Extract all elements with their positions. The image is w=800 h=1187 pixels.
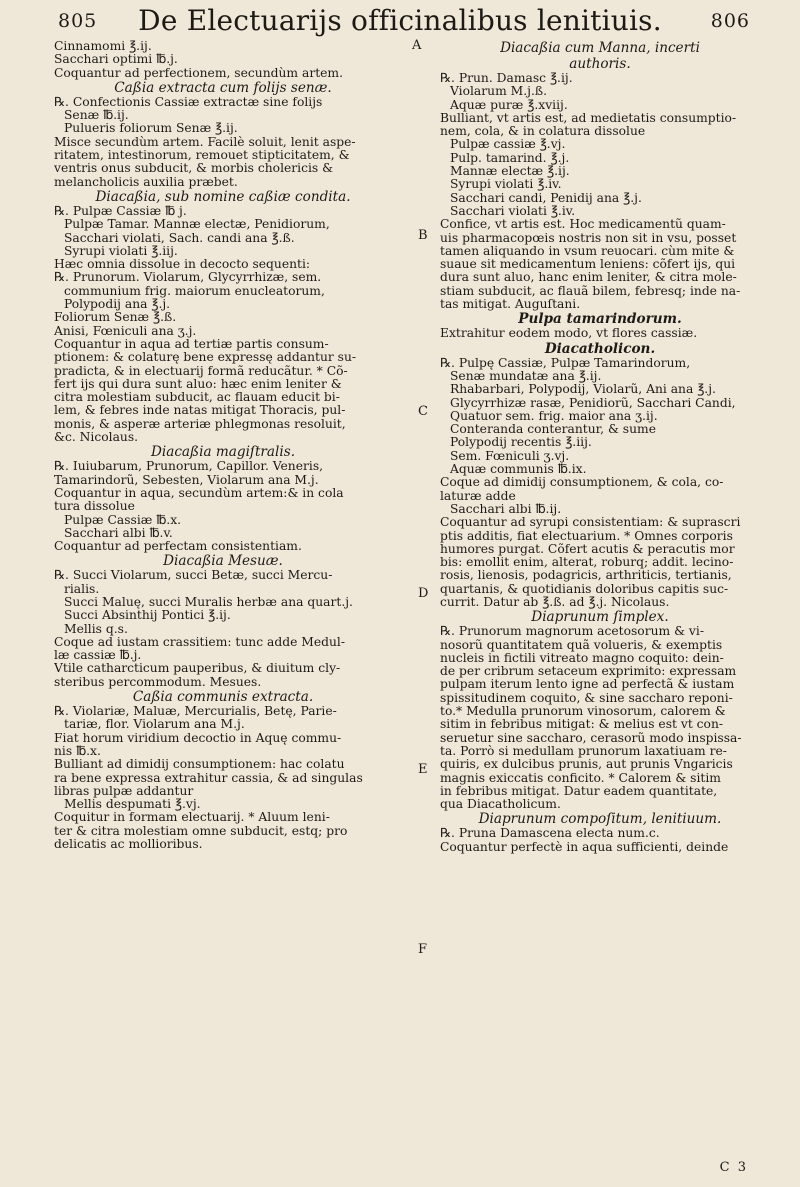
text-line: ℞. Iuiubarum, Prunorum, Capillor. Veneris, (54, 460, 324, 474)
text-line: Mannæ electæ ℥.ij. (450, 165, 570, 179)
text-line: Hæc omnia dissolue in decocto sequenti: (54, 258, 311, 272)
left-column (54, 40, 392, 851)
text-line: Vtile catharcticum pauperibus, & diuitum cly- (54, 662, 341, 676)
text-line: Coquitur in formam electuarij. * Aluum leni- (54, 811, 330, 825)
text-line: Coquantur perfectè in aqua sufficienti, deinde (440, 840, 729, 854)
text-line: quartanis, & quotidianis doloribus capitis suc- (440, 582, 729, 596)
text-line: Rhabarbari, Polypodij, Violarũ, Ani ana ℥.j. (450, 383, 716, 397)
recipe-heading: Pulpa tamarindorum. (518, 312, 682, 328)
recipe-heading: Diacaßia cum Manna, incerti (500, 41, 700, 56)
text-line: melancholicis auxilia præbet. (54, 175, 238, 189)
text-line: Senæ mundatæ ana ℥.ij. (450, 369, 602, 383)
text-line: tas mitigat. Auguſtani. (440, 298, 581, 312)
text-line: monis, & asperæ arteriæ phlegmonas resoluit, (54, 417, 346, 431)
text-line: Tamarindorũ, Sebesten, Violarum ana M.j. (54, 473, 319, 487)
text-line: Conteranda conterantur, & sume (450, 423, 656, 437)
text-line: rialis. (64, 582, 100, 596)
text-line: Glycyrrhizæ rasæ, Penidiorũ, Sacchari Candi, (450, 396, 736, 410)
text-line: Sacchari optimi ℔.j. (54, 53, 178, 67)
text-line: Polypodij ana ℥.j. (64, 298, 171, 312)
text-line: Succi Maluę, succi Muralis herbæ ana quart.j. (64, 595, 353, 609)
text-line: Mellis despumati ℥.vj. (64, 798, 201, 812)
text-line: fert ijs qui dura sunt aluo: hæc enim leniter & (54, 377, 342, 391)
text-line: lem, & febres inde natas mitigat Thoracis, pul- (54, 404, 346, 418)
text-line: Coquantur in aqua, secundùm artem:& in cola (54, 486, 344, 500)
recipe-heading: Caßia extracta cum folijs senæ. (114, 80, 332, 96)
text-line: ter & citra molestiam omne subducit, estq; pro (54, 824, 348, 838)
text-line: pulpam iterum lento igne ad perfectã & iustam (440, 678, 735, 692)
margin-letter-c: C (418, 404, 428, 419)
right-column (440, 40, 760, 854)
text-line: suaue sit medicamentum leniens: cõfert ijs, qui (440, 258, 736, 272)
text-line: ℞. Pruna Damascena electa num.c. (440, 827, 660, 841)
text-line: ℞. Pulpæ Cassiæ ℔ j. (54, 204, 187, 218)
text-line: ptionem: & colaturę bene expressę addantur su- (54, 351, 357, 365)
text-line: Polypodij recentis ℥.iij. (450, 436, 592, 450)
text-line: Sacchari violati, Sach. candi ana ℥.ß. (64, 231, 295, 245)
text-line: steribus percommodum. Mesues. (54, 675, 262, 689)
text-line: ptis additis, fiat electuarium. * Omnes corporis (440, 529, 733, 543)
text-line: ℞. Pulpę Cassiæ, Pulpæ Tamarindorum, (440, 356, 691, 370)
text-line: Sacchari albi ℔.ij. (450, 502, 562, 516)
text-line: Syrupi violati ℥.iij. (64, 244, 178, 258)
recipe-heading: authoris. (569, 57, 631, 72)
text-line: ℞. Violariæ, Maluæ, Mercurialis, Betę, Parie- (54, 705, 337, 719)
text-line: seruetur sine saccharo, cerasorũ modo inspissa- (440, 731, 742, 745)
text-line: Coquantur in aqua ad tertiæ partis consum- (54, 337, 329, 351)
text-line: Sacchari albi ℔.v. (64, 526, 173, 540)
text-line: Mellis q.s. (64, 622, 128, 636)
text-line: delicatis ac mollioribus. (54, 838, 203, 852)
text-line: ℞. Prun. Damasc ℥.ij. (440, 72, 573, 85)
text-line: Sacchari candi, Penidij ana ℥.j. (450, 191, 642, 205)
text-line: currit. Datur ab ℥.ß. ad ℥.j. Nicolaus. (440, 595, 670, 609)
text-line: sitim in febribus mitigat: & melius est vt con- (440, 718, 724, 732)
text-line: laturæ adde (440, 489, 516, 503)
text-line: &c. Nicolaus. (54, 431, 139, 445)
text-line: Bulliant, vt artis est, ad medietatis consumptio- (440, 111, 737, 125)
text-line: tariæ, flor. Violarum ana M.j. (64, 718, 245, 732)
text-line: qua Diacatholicum. (440, 798, 561, 812)
text-line: to.* Medulla prunorum vinosorum, calorem & (440, 705, 726, 719)
text-line: humores purgat. Cõfert acutis & peracutis mor (440, 542, 735, 556)
text-line: Pulueris foliorum Senæ ℥.ij. (64, 122, 238, 136)
margin-letter-d: D (418, 586, 429, 601)
text-line: uis pharmacopœis nostris non sit in vsu, posset (440, 231, 737, 245)
text-line: Coque ad dimidij consumptionem, & cola, co- (440, 476, 724, 490)
recipe-heading: Diaprunum compoſitum, lenitiuum. (478, 812, 722, 828)
recipe-heading: Diacatholicon. (544, 341, 656, 357)
page-number-right: 806 (710, 10, 750, 32)
text-line: ritatem, intestinorum, remouet stipticitatem, & (54, 149, 350, 163)
text-line: Sacchari violati ℥.iv. (450, 204, 576, 218)
text-line: tura dissolue (54, 500, 135, 514)
text-line: ta. Porrò si medullam prunorum laxatiuam re- (440, 744, 727, 758)
margin-letter-f: F (418, 942, 428, 957)
text-line: Senæ ℔.ij. (64, 109, 129, 123)
recipe-heading: Diacaßia Mesuæ. (163, 554, 283, 570)
page-number-left: 805 (58, 10, 98, 32)
signature-mark: C 3 (719, 1160, 748, 1175)
recipe-heading: Diacaßia magiſtralis. (150, 445, 296, 461)
text-line: læ cassiæ ℔.j. (54, 649, 142, 663)
text-line: Pulpæ cassiæ ℥.vj. (450, 138, 566, 152)
text-line: ℞. Succi Violarum, succi Betæ, succi Mercu- (54, 569, 333, 583)
text-line: nem, cola, & in colatura dissolue (440, 125, 646, 139)
text-line: Anisi, Fœniculi ana ʒ.j. (54, 324, 197, 338)
recipe-heading: Diaprunum ſimplex. (531, 610, 669, 626)
text-line: ℞. Prunorum. Violarum, Glycyrrhizæ, sem. (54, 271, 322, 285)
text-line: Misce secundùm artem. Facilè soluit, lenit aspe- (54, 135, 356, 149)
text-line: Pulpæ Tamar. Mannæ electæ, Penidiorum, (64, 218, 330, 232)
text-line: Pulpæ Cassiæ ℔.x. (64, 513, 182, 527)
text-line: quiris, ex dulcibus prunis, aut prunis Vngaricis (440, 758, 733, 772)
text-line: pradicta, & in electuarij formã reducãtur. * Cõ- (54, 364, 348, 378)
text-line: Pulp. tamarind. ℥.j. (450, 151, 570, 165)
text-line: de per cribrum setaceum exprimito: expressam (440, 665, 737, 679)
text-line: communium frig. maiorum enucleatorum, (64, 284, 325, 298)
text-line: spissitudinem coquito, & sine saccharo reponi- (440, 691, 733, 705)
text-line: Cinnamomi ℥.ij. (54, 40, 152, 53)
text-line: tamen aliquando in vsum reuocari. cùm mite & (440, 244, 735, 258)
margin-letter-e: E (418, 762, 428, 777)
text-line: Coquantur ad perfectam consistentiam. (54, 540, 302, 554)
text-line: libras pulpæ addantur (54, 784, 194, 798)
text-line: bis: emollit enim, alterat, roburq; addit. lecino- (440, 556, 734, 570)
text-line: Violarum M.j.ß. (450, 85, 547, 99)
text-line: Fiat horum viridium decoctio in Aquę commu- (54, 731, 342, 745)
text-line: ℞. Confectionis Cassiæ extractæ sine folijs (54, 95, 323, 109)
text-line: Succi Absinthij Pontici ℥.ij. (64, 609, 231, 623)
text-line: citra molestiam subducit, ac flauam educit bi- (54, 391, 340, 405)
text-line: nosorũ quantitatem quã volueris, & exemptis (440, 638, 723, 652)
text-line: in febribus mitigat. Datur eadem quantitate, (440, 784, 718, 798)
text-line: magnis exiccatis conficito. * Calorem & sitim (440, 771, 721, 785)
text-line: Coquantur ad syrupi consistentiam: & suprascri (440, 516, 741, 530)
text-line: ventris onus subducit, & morbis cholericis & (54, 162, 334, 176)
text-line: Foliorum Senæ ℥.ß. (54, 311, 177, 325)
text-line: Coque ad iustam crassitiem: tunc adde Medul- (54, 635, 346, 649)
text-line: Quatuor sem. frig. maior ana ʒ.ij. (450, 409, 658, 423)
margin-letter-a: A (412, 38, 422, 53)
recipe-heading: Caßia communis extracta. (132, 690, 314, 706)
text-line: nis ℔.x. (54, 744, 101, 758)
text-line: ra bene expressa extrahitur cassia, & ad singulas (54, 771, 363, 785)
text-line: Extrahitur eodem modo, vt flores cassiæ. (440, 327, 698, 341)
text-line: ℞. Prunorum magnorum acetosorum & vi- (440, 625, 704, 639)
text-line: Bulliant ad dimidij consumptionem: hac colatu (54, 758, 345, 772)
page-header (0, 0, 800, 38)
text-line: Confice, vt artis est. Hoc medicamentũ quam- (440, 218, 726, 232)
text-line: stiam subducit, ac flauã bilem, febresq; inde na- (440, 284, 741, 298)
text-line: Syrupi violati ℥.iv. (450, 178, 562, 192)
text-line: rosis, lienosis, podagricis, arthriticis, tertianis, (440, 569, 732, 583)
margin-letter-b: B (418, 228, 428, 243)
text-line: Coquantur ad perfectionem, secundùm artem. (54, 66, 343, 80)
page-title: De Electuarijs officinalibus lenitiuis. (138, 4, 662, 37)
recipe-heading: Diacaßia, sub nomine caßiæ condita. (95, 189, 351, 205)
text-line: Aquæ puræ ℥.xviij. (450, 98, 568, 112)
text-line: Aquæ communis ℔.ix. (450, 463, 587, 477)
text-line: dura sunt aluo, hanc enim leniter, & citra mole- (440, 271, 737, 285)
text-line: Sem. Fœniculi ʒ.vj. (450, 449, 570, 463)
text-line: nucleis in fictili vitreato magno coquito: dein- (440, 651, 724, 665)
